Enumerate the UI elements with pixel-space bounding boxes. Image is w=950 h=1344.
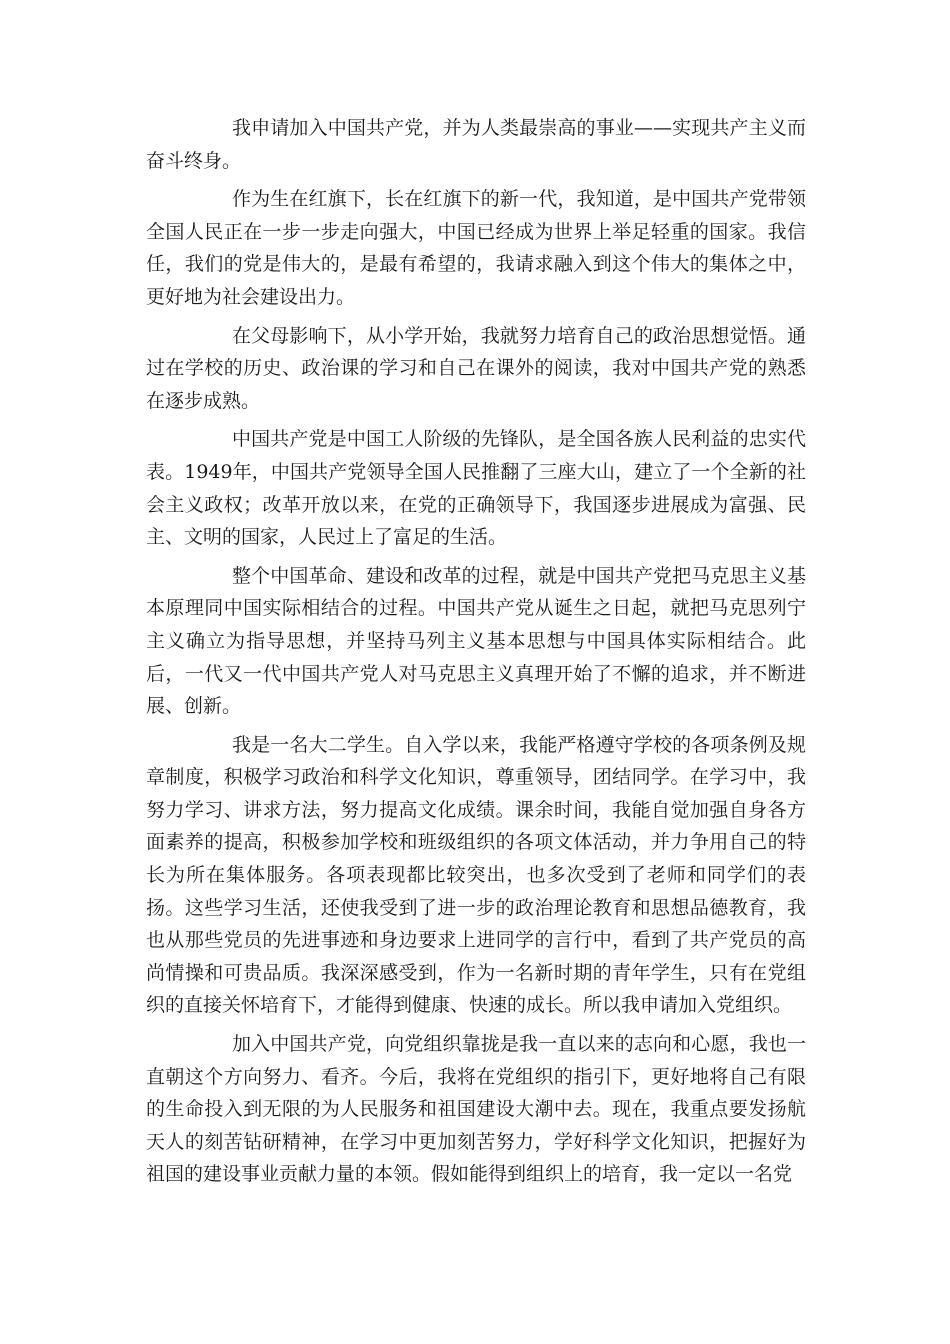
paragraph-4: 中国共产党是中国工人阶级的先锋队，是全国各族人民利益的忠实代表。1949年，中国共产党领导全国人民推翻了三座大山，建立了一个全新的社会主义政权；改革开放以来，在党的正确领导下，我国逐步进展成为富强、民主、文明的国家，人民过上了富足的生活。 [146, 428, 806, 549]
paragraph-3: 在父母影响下，从小学开始，我就努力培育自己的政治思想觉悟。通过在学校的历史、政治课的学习和自己在课外的阅读，我对中国共产党的熟悉在逐步成熟。 [146, 324, 806, 412]
document-body [146, 112, 806, 1197]
paragraph-7: 加入中国共产党，向党组织靠拢是我一直以来的志向和心愿，我也一直朝这个方向努力、看齐。今后，我将在党组织的指引下，更好地将自己有限的生命投入到无限的为人民服务和祖国建设大潮中去。现在，我重点要发扬航天人的刻苦钻研精神，在学习中更加刻苦努力，学好科学文化知识，把握好为祖国的建设事业贡献力量的本领。假如能得到组织上的培育，我一定以一名党 [146, 1033, 806, 1186]
paragraph-6: 我是一名大二学生。自入学以来，我能严格遵守学校的各项条例及规章制度，积极学习政治和科学文化知识，尊重领导，团结同学。在学习中，我努力学习、讲求方法，努力提高文化成绩。课余时间，我能自觉加强自身各方面素养的提高，积极参加学校和班级组织的各项文体活动，并力争用自己的特长为所在集体服务。各项表现都比较突出，也多次受到了老师和同学们的表扬。这些学习生活，还使我受到了进一步的政治理论教育和思想品德教育，我也从那些党员的先进事迹和身边要求上进同学的言行中，看到了共产党员的高尚情操和可贵品质。我深深感受到，作为一名新时期的青年学生，只有在党组织的直接关怀培育下，才能得到健康、快速的成长。所以我申请加入党组织。 [146, 733, 806, 1017]
paragraph-2: 作为生在红旗下，长在红旗下的新一代，我知道，是中国共产党带领全国人民正在一步一步走向强大，中国已经成为世界上举足轻重的国家。我信任，我们的党是伟大的，是最有希望的，我请求融入到这个伟大的集体之中，更好地为社会建设出力。 [146, 188, 806, 308]
paragraph-1: 我申请加入中国共产党，并为人类最崇高的事业——实现共产主义而奋斗终身。 [146, 117, 806, 172]
paragraph-5: 整个中国革命、建设和改革的过程，就是中国共产党把马克思主义基本原理同中国实际相结合的过程。中国共产党从诞生之日起，就把马克思列宁主义确立为指导思想，并坚持马列主义基本思想与中国具体实际相结合。此后，一代又一代中国共产党人对马克思主义真理开始了不懈的追求，并不断进展、创新。 [146, 564, 806, 718]
